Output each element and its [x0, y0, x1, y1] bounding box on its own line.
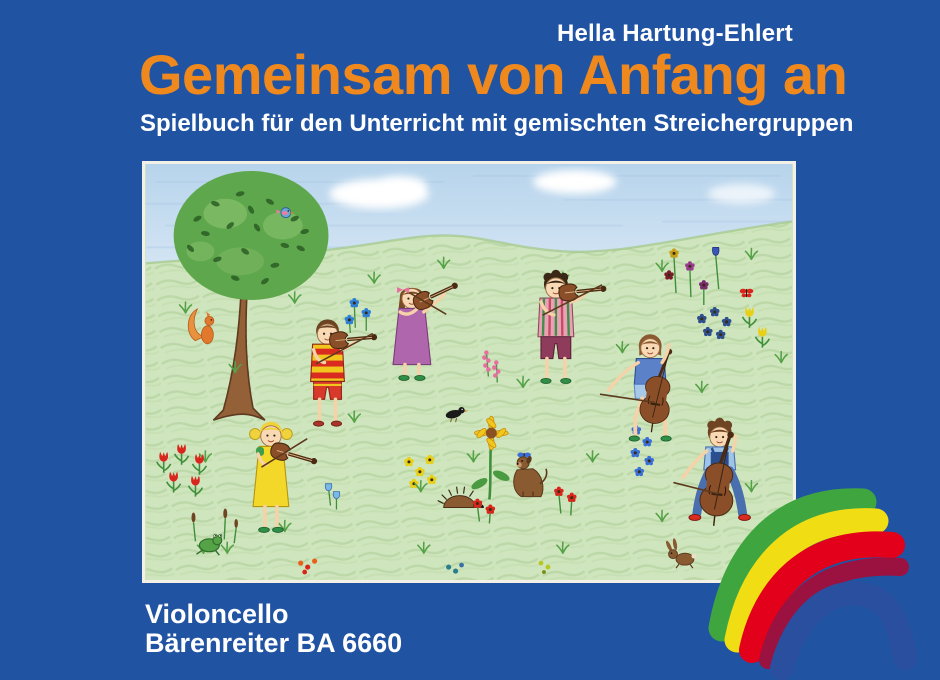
author-name: Hella Hartung-Ehlert — [556, 20, 793, 47]
book-subtitle: Spielbuch für den Unterricht mit gemischten Streichergruppen — [140, 110, 854, 137]
instrument-label: Violoncello — [145, 599, 289, 629]
red-butterfly-icon — [740, 289, 754, 298]
rainbow-logo — [695, 468, 930, 680]
footer-text — [145, 600, 402, 658]
edition-label: Bärenreiter BA 6660 — [145, 628, 403, 658]
book-title: Gemeinsam von Anfang an — [139, 43, 848, 106]
